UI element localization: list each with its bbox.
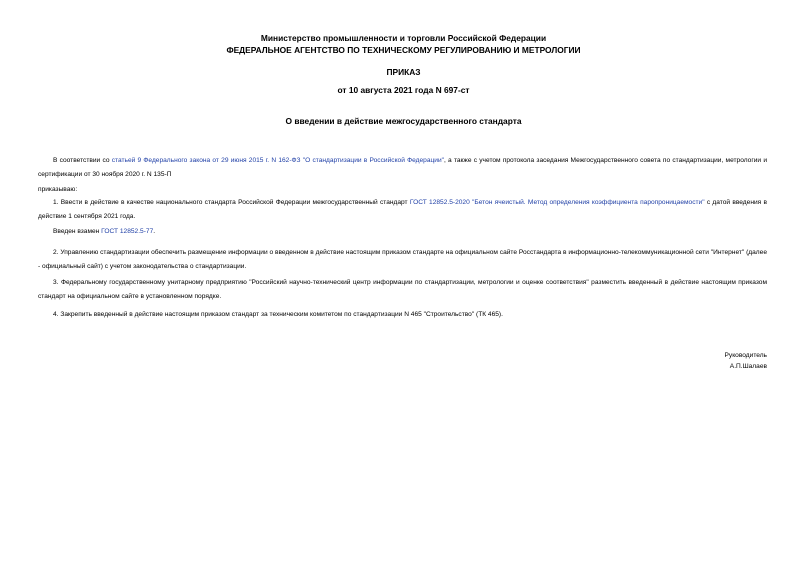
document-title: О введении в действие межгосударственного стандарта [285,116,522,126]
item-1-text-end: с датой введения в действие 1 сентября 2021 года. [38,199,767,220]
replaced-standard-link[interactable]: ГОСТ 12852.5-77 [101,228,154,235]
ministry-name: Министерство промышленности и торговли Российской Федерации [260,33,547,43]
law-link[interactable]: статьей 9 Федерального закона от 29 июня 2015 г. N 162-ФЗ "О стандартизации в Российской Федерации" [111,157,444,164]
item-3-paragraph: 3. Федеральному государственному унитарному предприятию "Российский научно-технический центр информации по стандартизации, метрологии и оценке соответствия" разместить введенный в действие настоящим приказом стандарт на официальном сайте в установленном порядке. [38,279,767,300]
order-word: приказываю: [38,186,78,193]
standard-link[interactable]: ГОСТ 12852.5-2020 "Бетон ячеистый. Метод определения коэффициента паропроницаемости" [409,199,705,206]
preamble-text-end: , а также с учетом протокола заседания Межгосударственного совета по стандартизации, метрологии и сертификации от 30 ноября 2020 г. N 135-П [38,157,767,178]
signatory-position: Руководитель [724,352,767,359]
item-1-paragraph [38,196,767,223]
preamble-paragraph [38,154,767,181]
item-4-paragraph: 4. Закрепить введенный в действие настоящим приказом стандарт за техническим комитетом по стандартизации N 465 "Строительство" (ТК 465). [53,311,503,318]
replaced-text-end: . [153,228,156,235]
signatory-name: А.П.Шалаев [729,363,767,370]
replaced-standard-paragraph [38,225,767,239]
document-date-number: от 10 августа 2021 года N 697-ст [337,85,470,95]
item-2-paragraph: 2. Управлению стандартизации обеспечить размещение информации о введенном в действие настоящим приказом стандарте на официальном сайте Росстандарта в информационно-телекоммуникационной сети "Интернет" (далее - официальный сайт) с учетом законодательства о стандартизации. [38,249,767,270]
item-1-text-start: 1. Ввести в действие в качестве национального стандарта Российской Федерации межгосударственный стандарт [53,199,410,206]
preamble-text-start: В соответствии со [53,157,112,164]
agency-name: ФЕДЕРАЛЬНОЕ АГЕНТСТВО ПО ТЕХНИЧЕСКОМУ РЕГУЛИРОВАНИЮ И МЕТРОЛОГИИ [226,45,581,55]
document-type: ПРИКАЗ [386,67,421,77]
replaced-text-start: Введен взамен [53,228,102,235]
